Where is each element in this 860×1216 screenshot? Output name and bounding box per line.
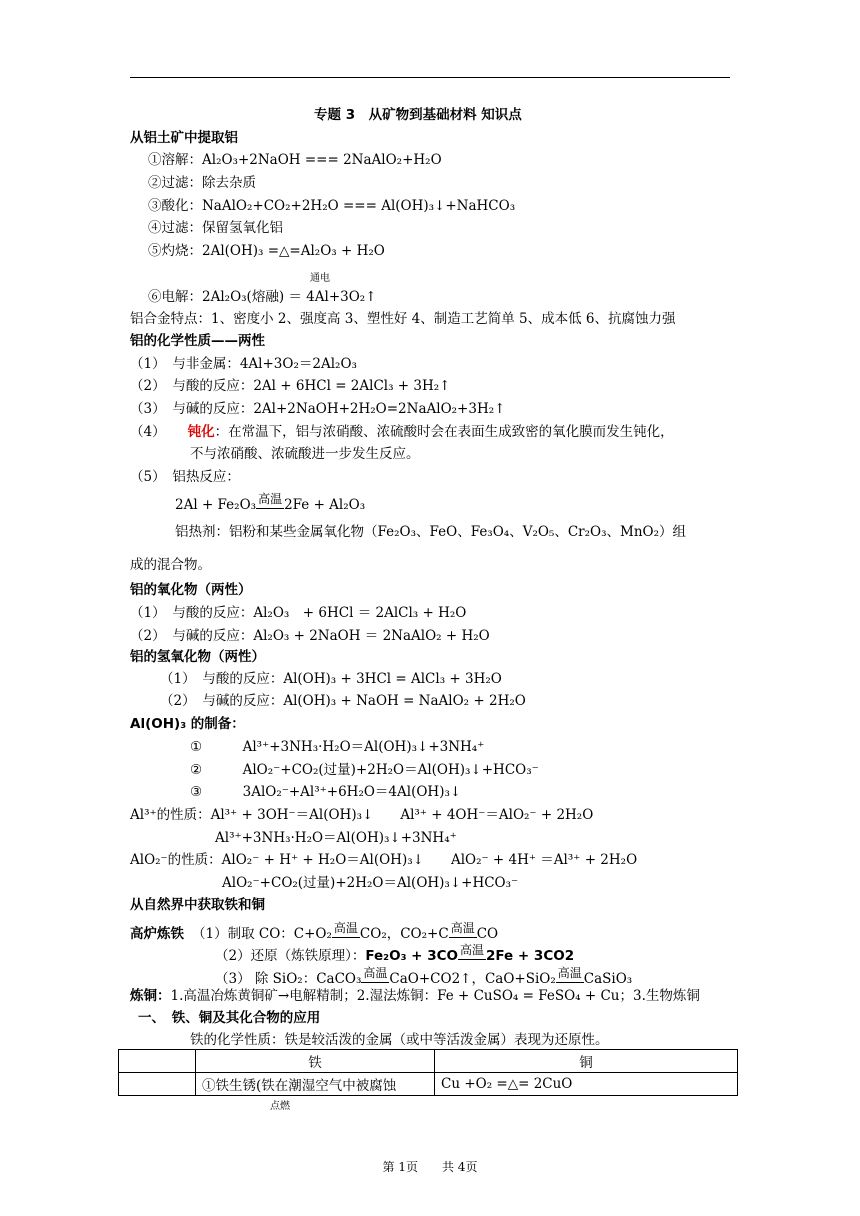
text-line: （2） 与碱的反应：Al(OH)₃ + NaOH = NaAlO₂ + 2H₂O [160,693,526,709]
section-heading: 铝的氧化物（两性） [130,582,252,598]
text-line: ③ 3AlO₂⁻+Al³⁺+6H₂O＝4Al(OH)₃↓ [190,784,462,800]
condition-label: 高温 [361,964,389,983]
text-span: （1）制取 CO：C+O₂ [192,926,332,942]
table-cell [119,1073,196,1096]
section-heading: Al(OH)₃ 的制备： [130,716,245,732]
text-line: ① Al³⁺+3NH₃·H₂O＝Al(OH)₃↓+3NH₄⁺ [190,739,485,755]
header-rule [130,77,730,78]
text-span: 1.高温冶炼黄铜矿→电解精制；2.湿法炼铜：Fe + CuSO₄ = FeSO₄ + Cu；3.生物炼铜 [170,988,700,1004]
text-line: ③酸化：NaAlO₂+CO₂+2H₂O === Al(OH)₃↓+NaHCO₃ [148,198,516,214]
table-header-cell: 铜 [435,1050,738,1073]
text-line: （3） 与碱的反应：2Al+2NaOH+2H₂O=2NaAlO₂+3H₂↑ [130,401,506,417]
text-span: 2Fe + Al₂O₃ [284,497,366,513]
text-line: （2） 与碱的反应：Al₂O₃ + 2NaOH ＝ 2NaAlO₂ + H₂O [130,628,490,644]
text-line: ⑤灼烧：2Al(OH)₃ =△=Al₂O₃ + H₂O [148,243,385,259]
table-header-cell: 铁 [196,1050,435,1073]
table-cell: Cu +O₂ =△= 2CuO [435,1073,738,1096]
text-line: 成的混合物。 [130,557,211,573]
text-span: CO [476,926,499,942]
text-line: ⑥电解：2Al₂O₃(熔融) ＝ 4Al+3O₂↑ [148,289,377,305]
text-span: 高炉炼铁 [130,926,184,942]
text-line: （1） 与酸的反应：Al(OH)₃ + 3HCl = AlCl₃ + 3H₂O [160,671,502,687]
text-span: CO₂，CO₂+C [359,926,449,942]
highlight-term: 钝化 [187,424,215,440]
text-span: 2Fe + 3CO2 [485,948,575,964]
text-span: CaO+CO2↑，CaO+SiO₂ [389,971,556,987]
text-line: AlO₂⁻+CO₂(过量)+2H₂O＝Al(OH)₃↓+HCO₃⁻ [222,875,519,891]
text-line: 不与浓硝酸、浓硫酸进一步发生反应。 [190,446,420,462]
condition-label: 点燃 [270,1101,290,1112]
text-span: CaSiO₃ [583,971,633,987]
section-heading: 铝的氢氧化物（两性） [130,649,265,665]
table-cell: ①铁生锈(铁在潮湿空气中被腐蚀 [196,1073,435,1096]
item-number: （4） [130,424,166,440]
text-line [130,987,700,1005]
condition-label: 通电 [310,273,330,284]
table-row [119,1073,738,1096]
text-line: Al³⁺+3NH₃·H₂O＝Al(OH)₃↓+3NH₄⁺ [215,830,457,846]
text-line: AlO₂⁻的性质：AlO₂⁻ + H⁺ + H₂O＝Al(OH)₃↓ AlO₂⁻ + 4H⁺ ＝Al³⁺ + 2H₂O [130,852,638,868]
text-span: Fe₂O₃ + 3CO [365,948,458,964]
table-cell [119,1050,196,1073]
text-line: ①溶解：Al₂O₃+2NaOH === 2NaAlO₂+H₂O [148,152,442,168]
text-line: ②过滤：除去杂质 [148,175,256,191]
equation-line [175,490,365,514]
text-span: ：在常温下，铝与浓硝酸、浓硫酸时会在表面生成致密的氧化膜而发生钝化， [214,424,674,440]
condition-label: 高温 [449,919,477,938]
text-line: ④过滤：保留氢氧化铝 [148,220,283,236]
text-span: （3） 除 SiO₂：CaCO₃ [215,971,362,987]
section-heading: 从铝土矿中提取铝 [130,130,238,146]
equation-line [130,919,498,943]
text-line: 铝热剂：铝粉和某些金属氧化物（Fe₂O₃、FeO、Fe₃O₄、V₂O₅、Cr₂O₃、MnO₂）组 [175,524,687,540]
equation-line [215,964,632,988]
text-line: （2） 与酸的反应：2Al + 6HCl = 2AlCl₃ + 3H₂↑ [130,378,451,394]
text-line: 铝合金特点：1、密度小 2、强度高 3、塑性好 4、制造工艺简单 5、成本低 6、抗腐蚀力强 [130,311,676,327]
comparison-table [118,1049,738,1096]
page-title: 专题 3 从矿物到基础材料 知识点 [314,107,522,123]
text-line: 铁的化学性质：铁是较活泼的金属（或中等活泼金属）表现为还原性。 [190,1032,609,1048]
text-span: （2）还原（炼铁原理）： [215,948,366,964]
text-span: 炼铜： [130,988,171,1004]
section-heading: 从自然界中获取铁和铜 [130,897,265,913]
text-line: Al³⁺的性质：Al³⁺ + 3OH⁻＝Al(OH)₃↓ Al³⁺ + 4OH⁻＝AlO₂⁻ + 2H₂O [130,807,594,823]
equation-line [215,941,574,965]
section-heading: 一、 铁、铜及其化合物的应用 [138,1010,321,1026]
text-line: （1） 与非金属：4Al+3O₂＝2Al₂O₃ [130,356,357,372]
condition-label: 高温 [556,964,584,983]
text-span: 2Al + Fe₂O₃ [175,497,257,513]
condition-label: 高温 [458,941,486,960]
text-line: （5） 铝热反应： [130,469,240,485]
condition-label: 高温 [332,919,360,938]
page-footer: 第 1页 共 4页 [382,1160,478,1174]
text-line: ② AlO₂⁻+CO₂(过量)+2H₂O＝Al(OH)₃↓+HCO₃⁻ [190,762,539,778]
section-heading: 铝的化学性质——两性 [130,333,265,349]
table-header-row [119,1050,738,1073]
condition-label: 高温 [256,490,284,509]
text-line: （1） 与酸的反应：Al₂O₃ + 6HCl ＝ 2AlCl₃ + H₂O [130,605,467,621]
text-line [130,423,674,441]
